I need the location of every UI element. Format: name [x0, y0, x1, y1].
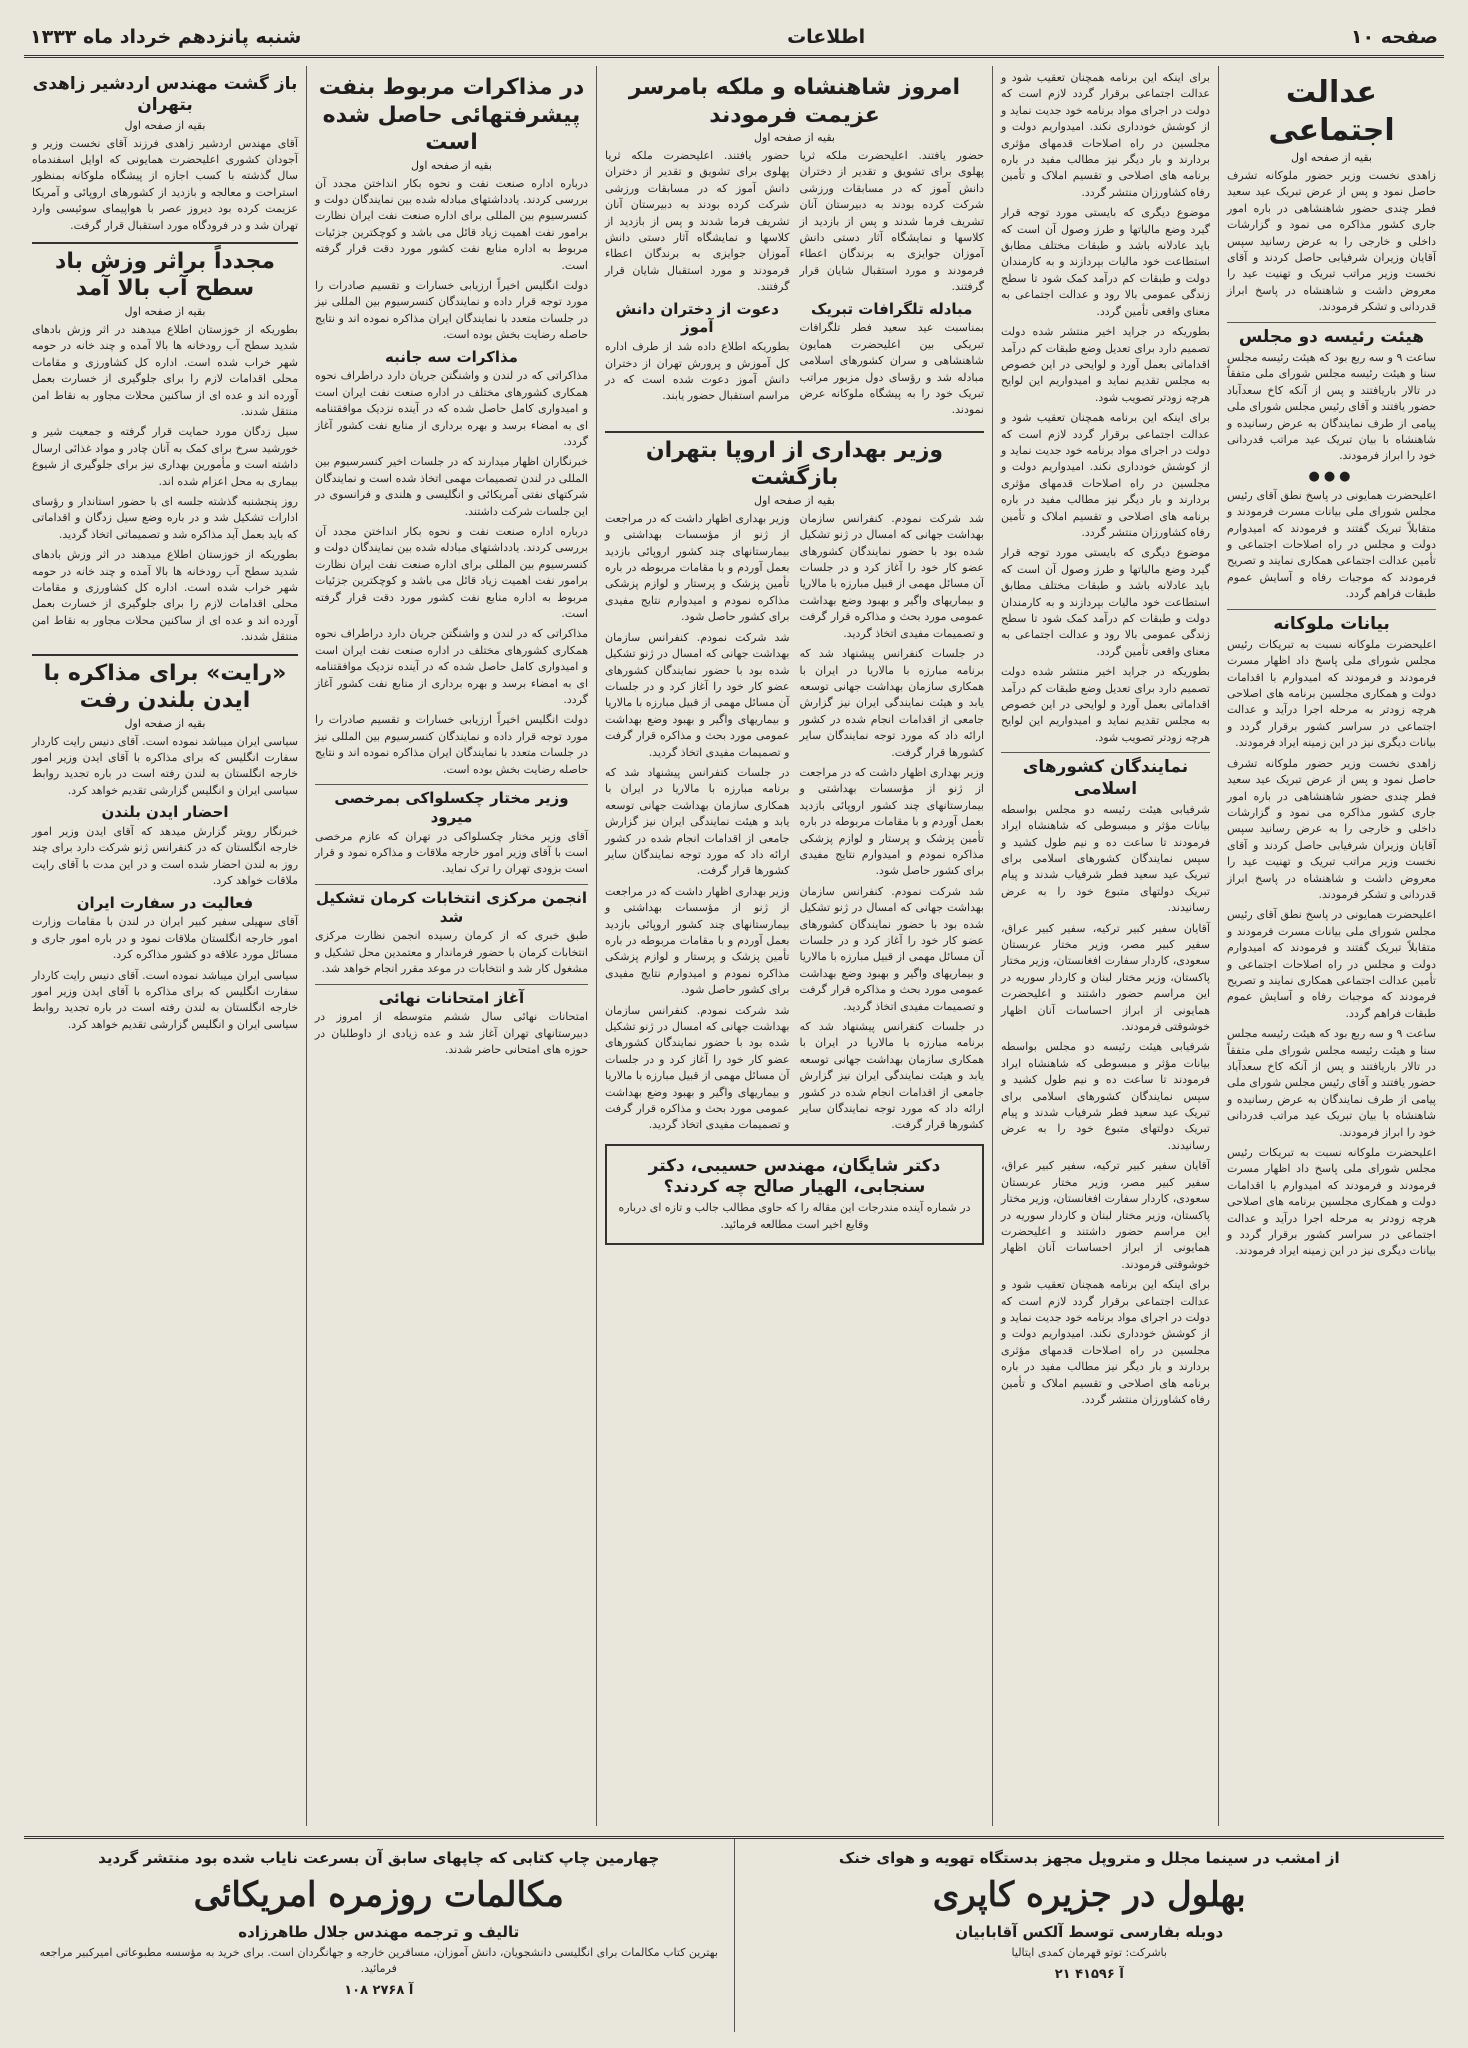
headline-social-justice: عدالت اجتماعی	[1268, 75, 1395, 148]
headline-oil-talks: در مذاکرات مربوط بنفت پیشرفتهائی حاصل شده است	[318, 75, 585, 155]
article-text: در جلسات کنفرانس پیشنهاد شد که برنامه مبارزه با مالاریا در ایران با همکاری سازمان بهداشت جهانی توسعه یابد و هیئت نمایندگی ایران نیز گزارش جامعی از اقدامات انجام شده در کشور ارائه داد که مورد توجه نمایندگان سایر کشورها قرار گرفت.	[799, 647, 984, 759]
book-description: بهترین کتاب مکالمات برای انگلیسی دانشجویان، دانش آموزان، مسافرین خارجه و جهانگردان است. برای خرید به مؤسسه مطبوعاتی امیرکبیر مراجعه فرمائید.	[39, 1946, 718, 1975]
subheading: بیانات ملوکانه	[1273, 613, 1390, 634]
headline-zahedi-return: باز گشت مهندس اردشیر زاهدی بتهران	[32, 74, 298, 116]
subheading: احضار ایدن بلندن	[101, 803, 229, 822]
article-text: شد شرکت نمودم. کنفرانس سازمان بهداشت جهانی که امسال در ژنو تشکیل شده بود با حضور نمایندگان کشورهای عضو کار خود را آغاز کرد و در جلسات آن مسائل مهمی از قبیل مبارزه با مالاریا و بیماریهای واگیر و بهبود وضع بهداشت عمومی مورد بحث و مذاکره قرار گرفت و تصمیمات مفیدی اتخاذ گردید.	[799, 884, 984, 1013]
article-text: درباره اداره صنعت نفت و نحوه بکار انداختن مجدد آن بررسی کردند. یادداشتهای مبادله شده بین نمایندگان دولت و کنسرسیوم بین المللی برای اداره صنعت نفت ایران نظارت برامور نفت اهمیت زیاد قائل می باشد و کوچکترین جزئیات مربوط به اداره منابع نفت کشور مورد دقت قرار گرفته است.	[315, 524, 588, 620]
continued-note: بقیه از صفحه اول	[754, 493, 835, 507]
divider	[605, 431, 984, 433]
article-text: حضور یافتند. اعلیحضرت ملکه ثریا پهلوی برای تشویق و تقدیر از دختران دانش آموز که در مسابقات ورزشی شرکت کرده بودند به دبیرستان آنان تشریف فرما شدند و پس از بازدید از کلاسها و نمایشگاه آثار دستی دانش آموزان جوایزی به برندگان اعطاء فرمودند و مورد استقبال شایان قرار گرفتند.	[799, 149, 984, 294]
article-text: بطوریکه در جراید اخیر منتشر شده دولت تصمیم دارد برای تعدیل وضع طبقات کم درآمد اقداماتی بعمل آورد و لوایحی در این خصوص به مجلس تقدیم نماید و امیدواریم این لوایح هرچه زودتر تصویب شود.	[1001, 665, 1210, 744]
divider	[315, 784, 588, 785]
ad-code: ۲۱ ۴۱۵۹۶ آ	[1054, 1967, 1124, 1982]
divider	[315, 984, 588, 985]
article-text: برای اینکه این برنامه همچنان تعقیب شود و عدالت اجتماعی برقرار گردد لازم است که دولت در اجرای مواد برنامه خود جدیت نماید و از کوشش خودداری نکند. امیدواریم دولت و مجلسین در راه اصلاحات قدمهای مؤثری بردارند و بار دیگر نیز مطالب مفید در باره برنامه های اصلاحی و تقسیم املاک و تأمین رفاه کشاورزان منتشر گردد.	[1001, 411, 1210, 539]
column-5	[24, 66, 306, 1826]
divider	[32, 654, 298, 656]
article-text: حضور یافتند. اعلیحضرت ملکه ثریا پهلوی برای تشویق و تقدیر از دختران دانش آموز که در مسابقات ورزشی شرکت کرده بودند به دبیرستان آنان تشریف فرما شدند و پس از بازدید از کلاسها و نمایشگاه آثار دستی دانش آموزان جوایزی به برندگان اعطاء فرمودند و مورد استقبال شایان قرار گرفتند.	[605, 149, 790, 294]
article-text: موضوع دیگری که بایستی مورد توجه قرار گیرد وضع مالیاتها و طرز وصول آن است که باید عادلانه باشد و طبقات مختلف مطابق استطاعت خود مالیات بپردازند و به کارمندان دولت و طبقات کم درآمد کمک شود تا سطح زندگی عمومی بالا رود و عدالت اجتماعی به معنای واقعی تأمین گردد.	[1001, 546, 1210, 658]
divider	[1227, 609, 1436, 610]
article-text: دولت انگلیس اخیراً ارزیابی خسارات و تقسیم صادرات را مورد توجه قرار داده و نمایندگان کنسرسیوم بین المللی نیز در جلسات متعدد با نمایندگان ایران مذاکره نموده اند و نتایج حاصله رضایت بخش بوده است.	[315, 713, 588, 776]
subheading: فعالیت در سفارت ایران	[76, 893, 254, 912]
continued-note: بقیه از صفحه اول	[1291, 151, 1372, 164]
divider	[32, 242, 298, 244]
book-ad	[24, 1839, 734, 2032]
ad-header: چهارمین چاپ کتابی که چاپهای سابق آن بسرعت نایاب شده بود منتشر گردید	[98, 1849, 660, 1867]
article-text: شد شرکت نمودم. کنفرانس سازمان بهداشت جهانی که امسال در ژنو تشکیل شده بود با حضور نمایندگان کشورهای عضو کار خود را آغاز کرد و در جلسات آن مسائل مهمی از قبیل مبارزه با مالاریا و بیماریهای واگیر و بهبود وضع بهداشت عمومی مورد بحث و مذاکره قرار گرفت و تصمیمات مفیدی اتخاذ گردید.	[799, 511, 984, 640]
article-text: طبق خبری که از کرمان رسیده انجمن نظارت مرکزی انتخابات کرمان با حضور فرماندار و معتمدین محل تشکیل و مشغول کار شد و انتخابات در موعد مقرر انجام خواهد شد.	[315, 929, 588, 976]
divider	[315, 884, 588, 885]
paper-name: اطلاعات	[787, 25, 866, 48]
article-text: بطوریکه اطلاع داده شد از طرف اداره کل آموزش و پرورش تهران از دختران دانش آموز دعوت شده است که در مراسم استقبال حضور یابند.	[605, 340, 790, 403]
article-text: امتحانات نهائی سال ششم متوسطه از امروز در دبیرستانهای تهران آغاز شد و عده زیادی از داوطلبان در حوزه های امتحانی حاضر شدند.	[315, 1010, 588, 1057]
article-text: آقایان سفیر کبیر ترکیه، سفیر کبیر عراق، سفیر کبیر مصر، وزیر مختار عربستان سعودی، کاردار سفارت افغانستان، وزیر مختار پاکستان، وزیر مختار لبنان و کاردار سوریه در این مراسم حضور داشتند و اعلیحضرت همایونی از ابراز احساسات آنان اظهار خوشوقتی فرمودند.	[1001, 921, 1210, 1034]
article-text: ساعت ۹ و سه ربع بود که هیئت رئیسه مجلس سنا و هیئت رئیسه مجلس شورای ملی متفقاً در تالار باریافتند و پس از آنکه کاخ سعدآباد حضور یافتند و آقای رئیس مجلس شورای ملی پیامی از طرف نمایندگان به عرض رسانیده و شاهنشاه با بیان تبریک عید مراتب قدردانی خود را ابراز فرمودند.	[1227, 1027, 1436, 1139]
two-column-block	[605, 511, 984, 1138]
article-text: شد شرکت نمودم. کنفرانس سازمان بهداشت جهانی که امسال در ژنو تشکیل شده بود با حضور نمایندگان کشورهای عضو کار خود را آغاز کرد و در جلسات آن مسائل مهمی از قبیل مبارزه با مالاریا و بیماریهای واگیر و بهبود وضع بهداشت عمومی مورد بحث و مذاکره قرار گرفت و تصمیمات مفیدی اتخاذ گردید.	[605, 630, 790, 759]
article-text: اعلیحضرت همایونی در پاسخ نطق آقای رئیس مجلس شورای ملی بیانات مسرت فرمودند و متقابلاً تبریک گفتند و فرمودند که امیدوارم دولت و مجلس در راه اصلاحات اجتماعی و تأمین عدالت اجتماعی همکاری نمایند و تصریح فرمودند که موجبات رفاه و آسایش عموم طبقات فراهم گردد.	[1227, 488, 1436, 601]
article-text: سیاسی ایران میباشد نموده است. آقای دنیس رایت کاردار سفارت انگلیس که برای مذاکره با آقای ایدن وزیر امور خارجه انگلستان به لندن رفته است در باره تجدید روابط سیاسی ایران و انگلیس گزارشی تقدیم خواهد کرد.	[32, 734, 298, 797]
subheading: انجمن مرکزی انتخابات کرمان تشکیل شد	[315, 888, 588, 926]
book-author: تالیف و ترجمه مهندس جلال طاهرزاده	[238, 1923, 520, 1941]
article-text: اعلیحضرت ملوکانه نسبت به تبریکات رئیس مجلس شورای ملی پاسخ داد اظهار مسرت فرمودند و فرمودند که امیدوارم با اقدامات دولت و همکاری مجلسین برنامه های اصلاحی هرچه زودتر به مرحله اجرا درآید و عدالت اجتماعی در سراسر کشور برقرار گردد و بیانات دیگری نیز در این زمینه ایراد فرمودند.	[1227, 1146, 1436, 1258]
article-text: آقایان سفیر کبیر ترکیه، سفیر کبیر عراق، سفیر کبیر مصر، وزیر مختار عربستان سعودی، کاردار سفارت افغانستان، وزیر مختار پاکستان، وزیر مختار لبنان و کاردار سوریه در این مراسم حضور داشتند و اعلیحضرت همایونی از ابراز احساسات آنان اظهار خوشوقتی فرمودند.	[1001, 1159, 1210, 1271]
headline-royal-trip: امروز شاهنشاه و ملکه بامرسر عزیمت فرمودند	[628, 75, 961, 128]
column-3	[596, 66, 992, 1826]
subheading: وزیر مختار چکسلواکی بمرخصی میرود	[334, 789, 569, 826]
article-text: آقای وزیر مختار چکسلواکی در تهران که عازم مرخصی است با آقای وزیر امور خارجه ملاقات و مذاکره نمود و قرار است بزودی تهران را ترک نماید.	[315, 829, 588, 876]
article-text: بطوریکه از خوزستان اطلاع میدهند در اثر وزش بادهای شدید سطح آب رودخانه ها بالا آمده و چند خانه در حومه شهر خراب شده است. اداره کل کشاورزی و مقامات محلی اقدامات لازم را برای جلوگیری از خسارت بعمل آورده اند و عده ای از ساکنین محلات مجاور به نقاط امن منتقل شدند.	[32, 322, 298, 418]
column-1	[1218, 66, 1444, 1826]
article-columns	[24, 66, 1444, 1826]
issue-date: شنبه پانزدهم خرداد ماه ۱۳۳۳	[30, 25, 302, 48]
article-text: بمناسبت عید سعید فطر تلگرافات تبریکی بین اعلیحضرت همایون شاهنشاهی و سران کشورهای اسلامی مبادله شد و رؤسای دول مزبور مراتب تبریک خود را به پیشگاه ملوکانه عرض نمودند.	[799, 321, 984, 417]
ad-header: از امشب در سینما مجلل و متروپل مجهز بدستگاه تهویه و هوای خنک	[838, 1849, 1340, 1867]
article-text: زاهدی نخست وزیر حضور ملوکانه تشرف حاصل نمود و پس از عرض تبریک عید سعید فطر چندی حضور شاهنشاهی در باره امور جاری کشور مذاکره می نمود و گزارشات داخلی و خارجی را به عرض رسانید سپس آقایان وزیران شرفیابی حاصل کردند و آقای نخست وزیر مراتب تبریک و تهنیت عید را معروض داشت و شاهنشاه در پاسخ ابراز قدردانی و تشکر فرمودند.	[1227, 169, 1436, 314]
box-text: در شماره آینده مندرجات این مقاله را که حاوی مطالب جالب و تازه ای درباره وقایع اخیر است مطالعه فرمائید.	[618, 1201, 971, 1231]
continued-note: بقیه از صفحه اول	[754, 131, 835, 144]
article-text: دولت انگلیس اخیراً ارزیابی خسارات و تقسیم صادرات را مورد توجه قرار داده و نمایندگان کنسرسیوم بین المللی نیز در جلسات متعدد با نمایندگان ایران مذاکره نموده اند و نتایج حاصله رضایت بخش بوده است.	[315, 278, 588, 342]
article-text: آقای سهیلی سفیر کبیر ایران در لندن با مقامات وزارت امور خارجه انگلستان ملاقات نمود و در باره امور جاری و مسائل مورد علاقه دو کشور مذاکره کرد.	[32, 915, 298, 962]
article-text: بطوریکه از خوزستان اطلاع میدهند در اثر وزش بادهای شدید سطح آب رودخانه ها بالا آمده و چند خانه در حومه شهر خراب شده است. اداره کل کشاورزی و مقامات محلی اقدامات لازم را برای جلوگیری از خسارت بعمل آورده اند و عده ای از ساکنین محلات مجاور به نقاط امن منتقل شدند.	[32, 548, 298, 644]
subheading: دعوت از دختران دانش آموز	[615, 299, 779, 337]
masthead	[24, 18, 1444, 58]
article-text: آقای مهندس اردشیر زاهدی فرزند آقای نخست وزیر و آجودان کشوری اعلیحضرت همایونی که اوایل اسفندماه سال گذشته با کسب اجازه از پیشگاه ملوکانه بمنظور استراحت و معالجه و بازدید از کشورهای اروپائی و آمریکا عزیمت کرده بود دیروز عصر با هواپیمای سوئیسی وارد تهران شد و در فرودگاه مورد استقبال قرار گرفت.	[32, 136, 298, 232]
subheading: مذاکرات سه جانبه	[385, 347, 518, 366]
divider	[1001, 752, 1210, 753]
article-text: مذاکراتی که در لندن و واشنگتن جریان دارد دراطراف نحوه همکاری کشورهای مختلف در اداره صنعت نفت ایران است و امیدواری کامل حاصل شده که در آینده نزدیک موافقتنامه ای به امضاء برسد و بهره برداری از منابع نفت کشور آغاز گردد.	[315, 369, 588, 448]
column-2	[992, 66, 1218, 1826]
article-text: سیل زدگان مورد حمایت قرار گرفته و جمعیت شیر و خورشید سرخ برای کمک به آنان چادر و مواد غذائی ارسال داشته است و مأمورین بهداری نیز برای جلوگیری از شیوع بیماری به محل اعزام شده اند.	[32, 425, 298, 488]
article-text: خبرنگار رویتر گزارش میدهد که آقای ایدن وزیر امور خارجه انگلستان که در کنفرانس ژنو شرکت دارد برای چند روز به لندن احضار شده است و در این مدت با آقای رایت ملاقات خواهد کرد.	[32, 825, 298, 888]
page-number: صفحه ۱۰	[1350, 25, 1438, 48]
ad-code: ۱۰۸ ۲۷۶۸ آ	[344, 1983, 414, 1998]
article-text: موضوع دیگری که بایستی مورد توجه قرار گیرد وضع مالیاتها و طرز وصول آن است که باید عادلانه باشد و طبقات مختلف مطابق استطاعت خود مالیات بپردازند و به کارمندان دولت و طبقات کم درآمد کمک شود تا سطح زندگی عمومی بالا رود و عدالت اجتماعی به معنای واقعی تأمین گردد.	[1001, 206, 1210, 318]
subheading: هیئت رئیسه دو مجلس	[1238, 326, 1425, 347]
article-text: زاهدی نخست وزیر حضور ملوکانه تشرف حاصل نمود و پس از عرض تبریک عید سعید فطر چندی حضور شاهنشاهی در باره امور جاری کشور مذاکره می نمود و گزارشات داخلی و خارجی را به عرض رسانید سپس آقایان وزیران شرفیابی حاصل کردند و آقای نخست وزیر مراتب تبریک و تهنیت عید را معروض داشت و شاهنشاه در پاسخ ابراز قدردانی و تشکر فرمودند.	[1227, 756, 1436, 901]
movie-title: بهلول در جزیره کاپری	[932, 1875, 1246, 1915]
movie-ad	[734, 1839, 1445, 2032]
headline-flood: مجدداً براثر وزش باد سطح آب بالا آمد	[55, 248, 275, 302]
headline-health-minister: وزیر بهداری از اروپا بتهران بازگشت	[645, 437, 944, 491]
boxed-notice	[605, 1144, 984, 1245]
continued-note: بقیه از صفحه اول	[411, 158, 492, 172]
subheading: آغاز امتحانات نهائی	[378, 988, 525, 1007]
column-4	[306, 66, 596, 1826]
article-text: در جلسات کنفرانس پیشنهاد شد که برنامه مبارزه با مالاریا در ایران با همکاری سازمان بهداشت جهانی توسعه یابد و هیئت نمایندگی ایران نیز گزارش جامعی از اقدامات انجام شده در کشور ارائه داد که مورد توجه نمایندگان سایر کشورها قرار گرفت.	[605, 765, 790, 878]
subheading: نمایندگان کشورهای اسلامی	[1022, 757, 1189, 799]
book-title: مکالمات روزمره امریکائی	[193, 1875, 564, 1915]
dubbing-credit: دوبله بفارسی توسط آلکس آقابابیان	[955, 1923, 1224, 1941]
article-text: برای اینکه این برنامه همچنان تعقیب شود و عدالت اجتماعی برقرار گردد لازم است که دولت در اجرای مواد برنامه خود جدیت نماید و از کوشش خودداری نکند. امیدواریم دولت و مجلسین در راه اصلاحات قدمهای مؤثری بردارند و بار دیگر نیز مطالب مفید در باره برنامه های اصلاحی و تقسیم املاک و تأمین رفاه کشاورزان منتشر گردد.	[1001, 1278, 1210, 1406]
headline-wright-london: «رایت» برای مذاکره با ایدن بلندن رفت	[43, 660, 287, 714]
article-text: شد شرکت نمودم. کنفرانس سازمان بهداشت جهانی که امسال در ژنو تشکیل شده بود با حضور نمایندگان کشورهای عضو کار خود را آغاز کرد و در جلسات آن مسائل مهمی از قبیل مبارزه با مالاریا و بیماریهای واگیر و بهبود وضع بهداشت عمومی مورد بحث و مذاکره قرار گرفت و تصمیمات مفیدی اتخاذ گردید.	[605, 1003, 790, 1132]
divider	[1227, 322, 1436, 323]
continued-note: بقیه از صفحه اول	[124, 716, 206, 730]
separator: ●●●	[1308, 468, 1355, 484]
article-text: درباره اداره صنعت نفت و نحوه بکار انداختن مجدد آن بررسی کردند. یادداشتهای مبادله شده بین نمایندگان دولت و کنسرسیوم بین المللی برای اداره صنعت نفت ایران نظارت برامور نفت اهمیت زیاد قائل می باشد و کوچکترین جزئیات مربوط به اداره منابع نفت کشور مورد دقت قرار گرفته است.	[315, 176, 588, 272]
article-text: شرفیابی هیئت رئیسه دو مجلس بواسطه بیانات مؤثر و مبسوطی که شاهنشاه ایراد فرمودند تا ساعت ده و نیم طول کشید و سپس نمایندگان کشورهای اسلامی برای تبریک عید سعید فطر شرفیاب شدند و پیام تبریک دولتهای متبوع خود را به عرض رسانیدند.	[1001, 1040, 1210, 1152]
article-text: سیاسی ایران میباشد نموده است. آقای دنیس رایت کاردار سفارت انگلیس که برای مذاکره با آقای ایدن وزیر امور خارجه انگلستان به لندن رفته است در باره تجدید روابط سیاسی ایران و انگلیس گزارشی تقدیم خواهد کرد.	[32, 968, 298, 1031]
article-text: مذاکراتی که در لندن و واشنگتن جریان دارد دراطراف نحوه همکاری کشورهای مختلف در اداره صنعت نفت ایران است و امیدواری کامل حاصل شده که در آینده نزدیک موافقتنامه ای به امضاء برسد و بهره برداری از منابع نفت کشور آغاز گردد.	[315, 627, 588, 707]
article-text: روز پنجشنبه گذشته جلسه ای با حضور استاندار و رؤسای ادارات تشکیل شد و در باره وضع سیل زدگان و اقداماتی که باید بعمل آید مذاکره شد و تصمیماتی اتخاذ گردید.	[32, 495, 298, 541]
article-text: ساعت ۹ و سه ربع بود که هیئت رئیسه مجلس سنا و هیئت رئیسه مجلس شورای ملی متفقاً در تالار باریافتند و پس از آنکه کاخ سعدآباد حضور یافتند و آقای رئیس مجلس شورای ملی پیامی از طرف نمایندگان به عرض رسانیده و شاهنشاه با بیان تبریک عید مراتب قدردانی خود را ابراز فرمودند.	[1227, 350, 1436, 463]
continued-note: بقیه از صفحه اول	[124, 304, 206, 318]
article-text: وزیر بهداری اظهار داشت که در مراجعت از ژنو از مؤسسات بهداشتی و بیمارستانهای چند کشور اروپائی بازدید بعمل آوردم و با مقامات مربوطه در باره تأمین پزشک و پرستار و لوازم پزشکی مذاکره نمودم و امیدوارم نتایج مفیدی برای کشور حاصل شود.	[605, 511, 790, 624]
continued-note: بقیه از صفحه اول	[124, 118, 206, 132]
article-text: در جلسات کنفرانس پیشنهاد شد که برنامه مبارزه با مالاریا در ایران با همکاری سازمان بهداشت جهانی توسعه یابد و هیئت نمایندگی ایران نیز گزارش جامعی از اقدامات انجام شده در کشور ارائه داد که مورد توجه نمایندگان سایر کشورها قرار گرفت.	[799, 1020, 984, 1132]
advertisements	[24, 1836, 1444, 2032]
article-text: شرفیابی هیئت رئیسه دو مجلس بواسطه بیانات مؤثر و مبسوطی که شاهنشاه ایراد فرمودند تا ساعت ده و نیم طول کشید و سپس نمایندگان کشورهای اسلامی برای تبریک عید سعید فطر شرفیاب شدند و پیام تبریک دولتهای متبوع خود را به عرض رسانیدند.	[1001, 802, 1210, 915]
article-text: وزیر بهداری اظهار داشت که در مراجعت از ژنو از مؤسسات بهداشتی و بیمارستانهای چند کشور اروپائی بازدید بعمل آوردم و با مقامات مربوطه در باره تأمین پزشک و پرستار و لوازم پزشکی مذاکره نمودم و امیدوارم نتایج مفیدی برای کشور حاصل شود.	[605, 884, 790, 997]
article-text: برای اینکه این برنامه همچنان تعقیب شود و عدالت اجتماعی برقرار گردد لازم است که دولت در اجرای مواد برنامه خود جدیت نماید و از کوشش خودداری نکند. امیدواریم دولت و مجلسین در راه اصلاحات قدمهای مؤثری بردارند و بار دیگر نیز مطالب مفید در باره برنامه های اصلاحی و تقسیم املاک و تأمین رفاه کشاورزان منتشر گردد.	[1001, 71, 1210, 199]
box-headline: دکتر شایگان، مهندس حسیبی، دکتر سنجابی، الهیار صالح چه کردند؟	[648, 1155, 941, 1198]
two-column-block	[605, 148, 984, 423]
subheading: مبادله تلگرافات تبریک	[811, 299, 973, 318]
cast-credit: باشرکت: توتو قهرمان کمدی ایتالیا	[1011, 1946, 1167, 1959]
article-text: خبرنگاران اظهار میدارند که در جلسات اخیر کنسرسیوم بین المللی در لندن تصمیمات مهمی اتخاذ شده است و نمایندگان شرکتهای نفتی آمریکائی و انگلیسی و هلندی و فرانسوی در این جلسات شرکت داشتند.	[315, 455, 588, 518]
article-text: اعلیحضرت همایونی در پاسخ نطق آقای رئیس مجلس شورای ملی بیانات مسرت فرمودند و متقابلاً تبریک گفتند و فرمودند که امیدوارم دولت و مجلس در راه اصلاحات اجتماعی و تأمین عدالت اجتماعی همکاری نمایند و تصریح فرمودند که موجبات رفاه و آسایش عموم طبقات فراهم گردد.	[1227, 908, 1436, 1020]
article-text: اعلیحضرت ملوکانه نسبت به تبریکات رئیس مجلس شورای ملی پاسخ داد اظهار مسرت فرمودند و فرمودند که امیدوارم با اقدامات دولت و همکاری مجلسین برنامه های اصلاحی هرچه زودتر به مرحله اجرا درآید و عدالت اجتماعی در سراسر کشور برقرار گردد و بیانات دیگری نیز در این زمینه ایراد فرمودند.	[1227, 637, 1436, 750]
article-text: بطوریکه در جراید اخیر منتشر شده دولت تصمیم دارد برای تعدیل وضع طبقات کم درآمد اقداماتی بعمل آورد و لوایحی در این خصوص به مجلس تقدیم نماید و امیدواریم این لوایح هرچه زودتر تصویب شود.	[1001, 325, 1210, 404]
article-text: وزیر بهداری اظهار داشت که در مراجعت از ژنو از مؤسسات بهداشتی و بیمارستانهای چند کشور اروپائی بازدید بعمل آوردم و با مقامات مربوطه در باره تأمین پزشک و پرستار و لوازم پزشکی مذاکره نمودم و امیدوارم نتایج مفیدی برای کشور حاصل شود.	[799, 765, 984, 878]
